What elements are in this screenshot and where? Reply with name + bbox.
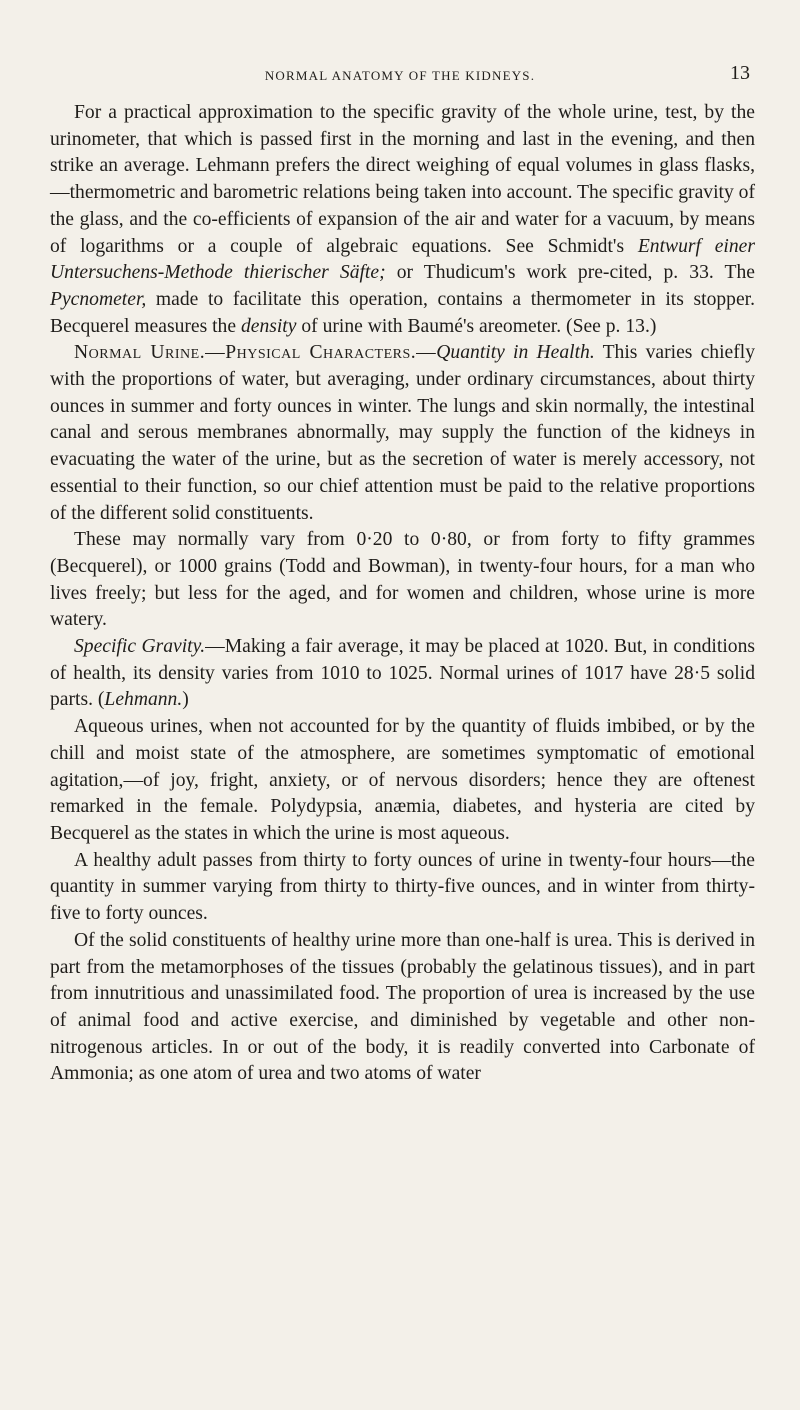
italic-subheading: Quantity in Health. — [436, 342, 595, 364]
text: A healthy adult passes from thirty to forty ounces of urine in twenty-four hours—the quantity in summer varying from thirty to thirty-five ounces, and in winter from thirty-five to forty ounces. — [50, 849, 755, 925]
page-header — [0, 62, 800, 86]
italic-citation: Lehmann. — [104, 689, 183, 711]
italic-subheading: Specific Gravity. — [74, 636, 206, 658]
text: of urine with Baumé's areometer. (See p. 13.) — [296, 315, 657, 337]
text: made to facilitate this operation, contains a thermometer in its stopper. Becquerel measures the — [50, 288, 755, 337]
text: This varies chiefly with the proportions of water, but averaging, under ordinary circumstances, about thirty ounces in summer and forty ounces in winter. The lungs and skin normally, the intestinal canal and serous membranes abnormally, may supply the function of the kidneys in evacuating the water of the urine, but as the secretion of water is merely accessory, not essential to their function, so our chief attention must be paid to the relative proportions of the different solid constituents. — [50, 342, 756, 524]
text: These may normally vary from 0·20 to 0·80, or from forty to fifty grammes (Becquerel), or 1000 grains (Todd and Bowman), in twenty-four hours, for a man who lives freely; but less for the aged, and for women and children, whose urine is more watery. — [50, 529, 755, 631]
paragraph-normal-urine — [50, 340, 755, 527]
running-head: NORMAL ANATOMY OF THE KIDNEYS. — [264, 68, 536, 83]
text: or Thudicum's work pre-cited, p. 33. The — [385, 262, 755, 284]
page-number: 13 — [730, 62, 750, 84]
italic-title: Entwurf einer Untersuchens-Methode thierischer Säfte; — [50, 235, 755, 284]
text: —Making a fair average, it may be placed at 1020. But, in conditions of health, its density varies from 1010 to 1025. Normal urines of 1017 have 28·5 solid parts. ( — [50, 636, 755, 711]
paragraph-aqueous-urines — [50, 714, 755, 848]
section-heading: Normal Urine.—Physical Characters.— — [74, 342, 437, 364]
italic-term: Pycnometer, — [50, 288, 147, 310]
paragraph-specific-gravity — [50, 634, 755, 714]
paragraph-specific-gravity-method — [50, 100, 755, 340]
text: Of the solid constituents of healthy urine more than one-half is urea. This is derived in part from the metamorphoses of the tissues (probably the gelatinous tissues), and in part from innutritious and unassimilated food. The proportion of urea is increased by the use of animal food and active exercise, and diminished by vegetable and other non-nitrogenous articles. In or out of the body, it is readily converted into Carbonate of Ammonia; as one atom of urea and two atoms of water — [50, 929, 755, 1085]
text: ) — [182, 689, 189, 711]
text: For a practical approximation to the specific gravity of the whole urine, test, by the urinometer, that which is passed first in the morning and last in the evening, and then strike an average. Lehmann prefers the direct weighing of equal volumes in glass flasks,—thermometric and barometric relations being taken into account. The specific gravity of the glass, and the co-efficients of expansion of the air and water for a vacuum, by means of logarithms or a couple of algebraic equations. See Schmidt's — [50, 102, 755, 257]
body-text — [50, 100, 755, 1088]
text: Aqueous urines, when not accounted for by the quantity of fluids imbibed, or by the chill and moist state of the atmosphere, are sometimes symptomatic of emotional agitation,—of joy, fright, anxiety, or of nervous disorders; hence they are oftenest remarked in the female. Polydypsia, anæmia, diabetes, and hysteria are cited by Becquerel as the states in which the urine is most aqueous. — [50, 716, 755, 844]
paragraph-urea — [50, 928, 755, 1088]
paragraph-healthy-adult — [50, 848, 755, 928]
paragraph-solid-constituents — [50, 527, 755, 634]
italic-term: density — [240, 315, 297, 337]
